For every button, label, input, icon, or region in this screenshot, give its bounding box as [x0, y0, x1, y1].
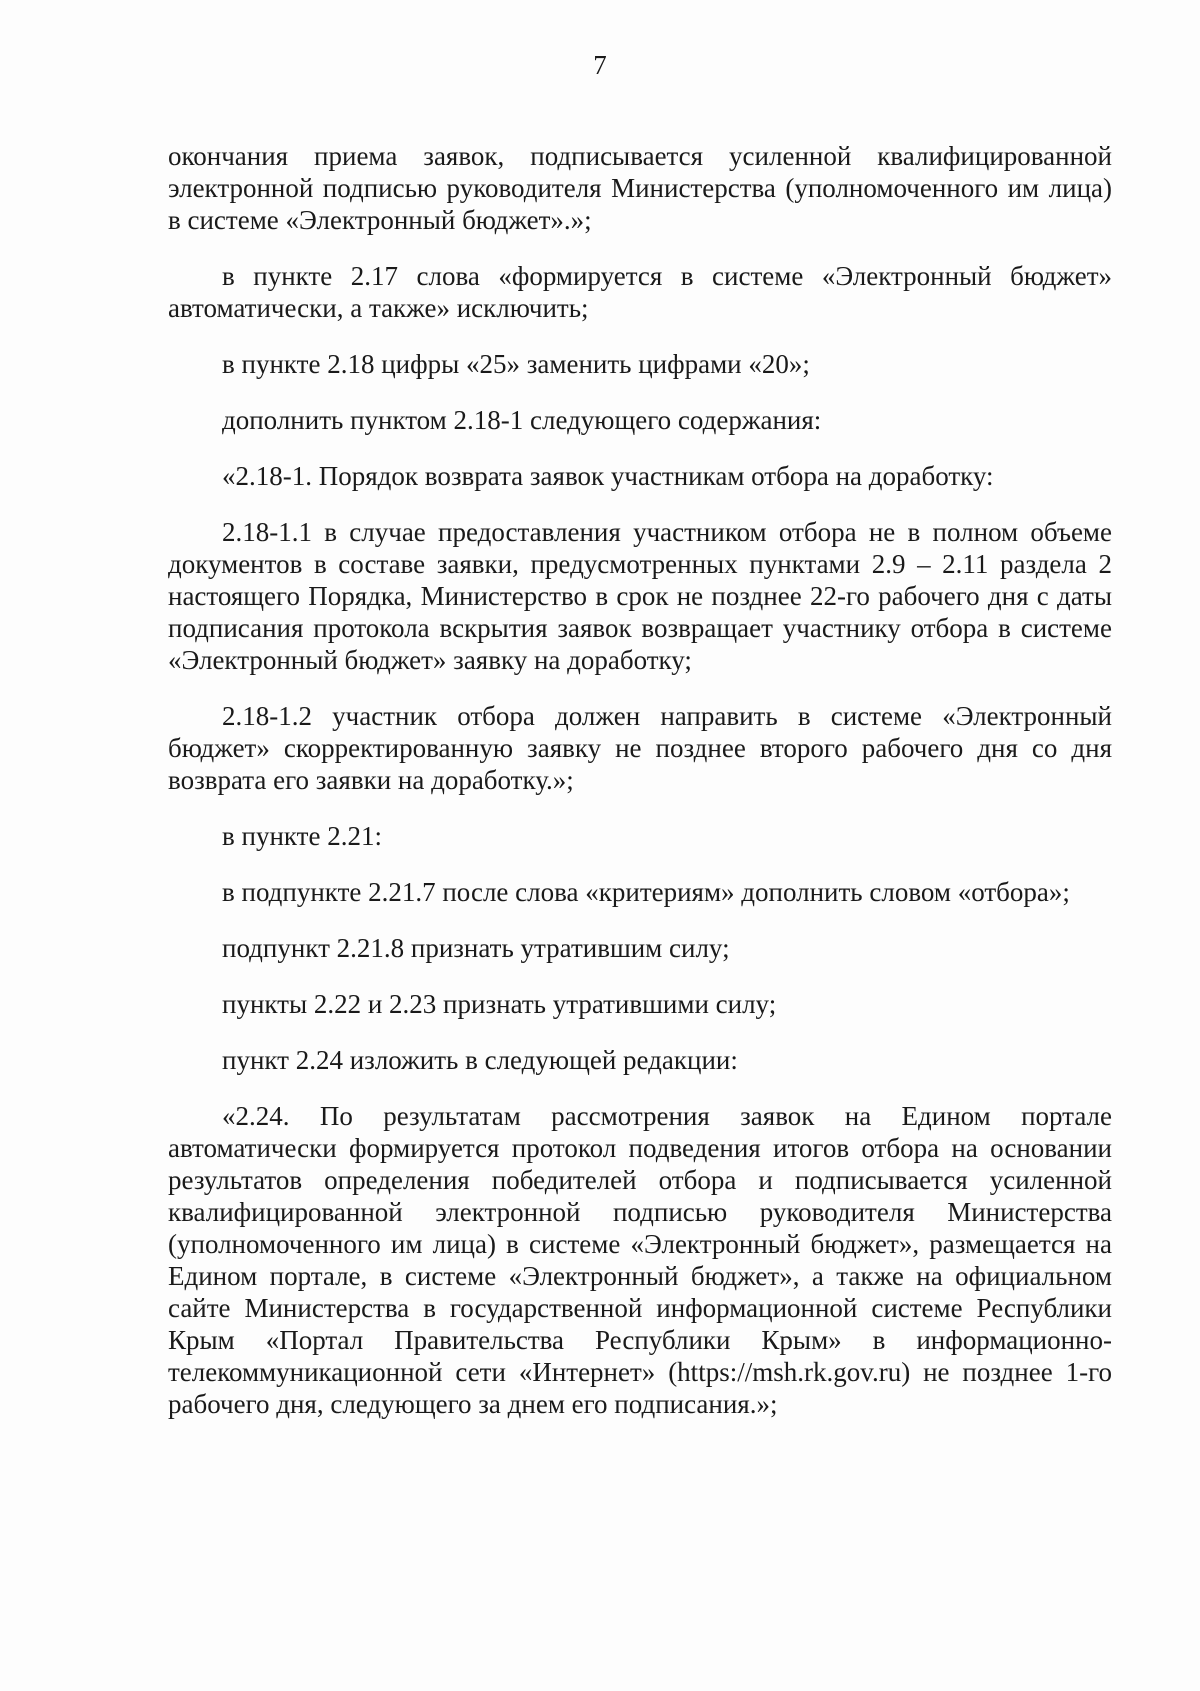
paragraph-2-18-1-title: «2.18-1. Порядок возврата заявок участникам отбора на доработку:: [222, 461, 994, 491]
paragraph-2-18-1-2: 2.18-1.2 участник отбора должен направить в системе «Электронный бюджет» скорректированную заявку не позднее второго рабочего дня со дня возврата его заявки на доработку.»;: [168, 701, 1112, 795]
paragraph-continuation: окончания приема заявок, подписывается усиленной квалифицированной электронной подписью руководителя Министерства (уполномоченного им лица) в системе «Электронный бюджет».»;: [168, 141, 1112, 235]
document-body: [168, 140, 1112, 1444]
paragraph-2-18-1-1: 2.18-1.1 в случае предоставления участником отбора не в полном объеме документов в составе заявки, предусмотренных пунктами 2.9 – 2.11 раздела 2 настоящего Порядка, Министерство в срок не позднее 22-го рабочего дня с даты подписания протокола вскрытия заявок возвращает участнику отбора в системе «Электронный бюджет» заявку на доработку;: [168, 517, 1112, 675]
paragraph-2-21-7: в подпункте 2.21.7 после слова «критериям» дополнить словом «отбора»;: [222, 877, 1070, 907]
paragraph-2-24-text: «2.24. По результатам рассмотрения заявок на Едином портале автоматически формируется протокол подведения итогов отбора на основании результатов определения победителей отбора и подписывается усиленной квалифицированной электронной подписью руководителя Министерства (уполномоченного им лица) в системе «Электронный бюджет», размещается на Едином портале, в системе «Электронный бюджет», а также на официальном сайте Министерства в государственной информационной системе Республики Крым «Портал Правительства Республики Крым» в информационно-телекоммуникационной сети «Интернет» (https://msh.rk.gov.ru) не позднее 1-го рабочего дня, следующего за днем его подписания.»;: [168, 1101, 1112, 1419]
paragraph-add-2-18-1: дополнить пунктом 2.18-1 следующего содержания:: [222, 405, 822, 435]
paragraph-2-24-intro: пункт 2.24 изложить в следующей редакции:: [222, 1045, 738, 1075]
paragraph-2-18: в пункте 2.18 цифры «25» заменить цифрами «20»;: [222, 349, 810, 379]
paragraph-2-17: в пункте 2.17 слова «формируется в системе «Электронный бюджет» автоматически, а также» исключить;: [168, 261, 1112, 323]
page-number: 7: [593, 50, 607, 80]
paragraph-2-22-2-23: пункты 2.22 и 2.23 признать утратившими силу;: [222, 989, 777, 1019]
paragraph-2-21: в пункте 2.21:: [222, 821, 382, 851]
paragraph-2-21-8: подпункт 2.21.8 признать утратившим силу;: [222, 933, 730, 963]
